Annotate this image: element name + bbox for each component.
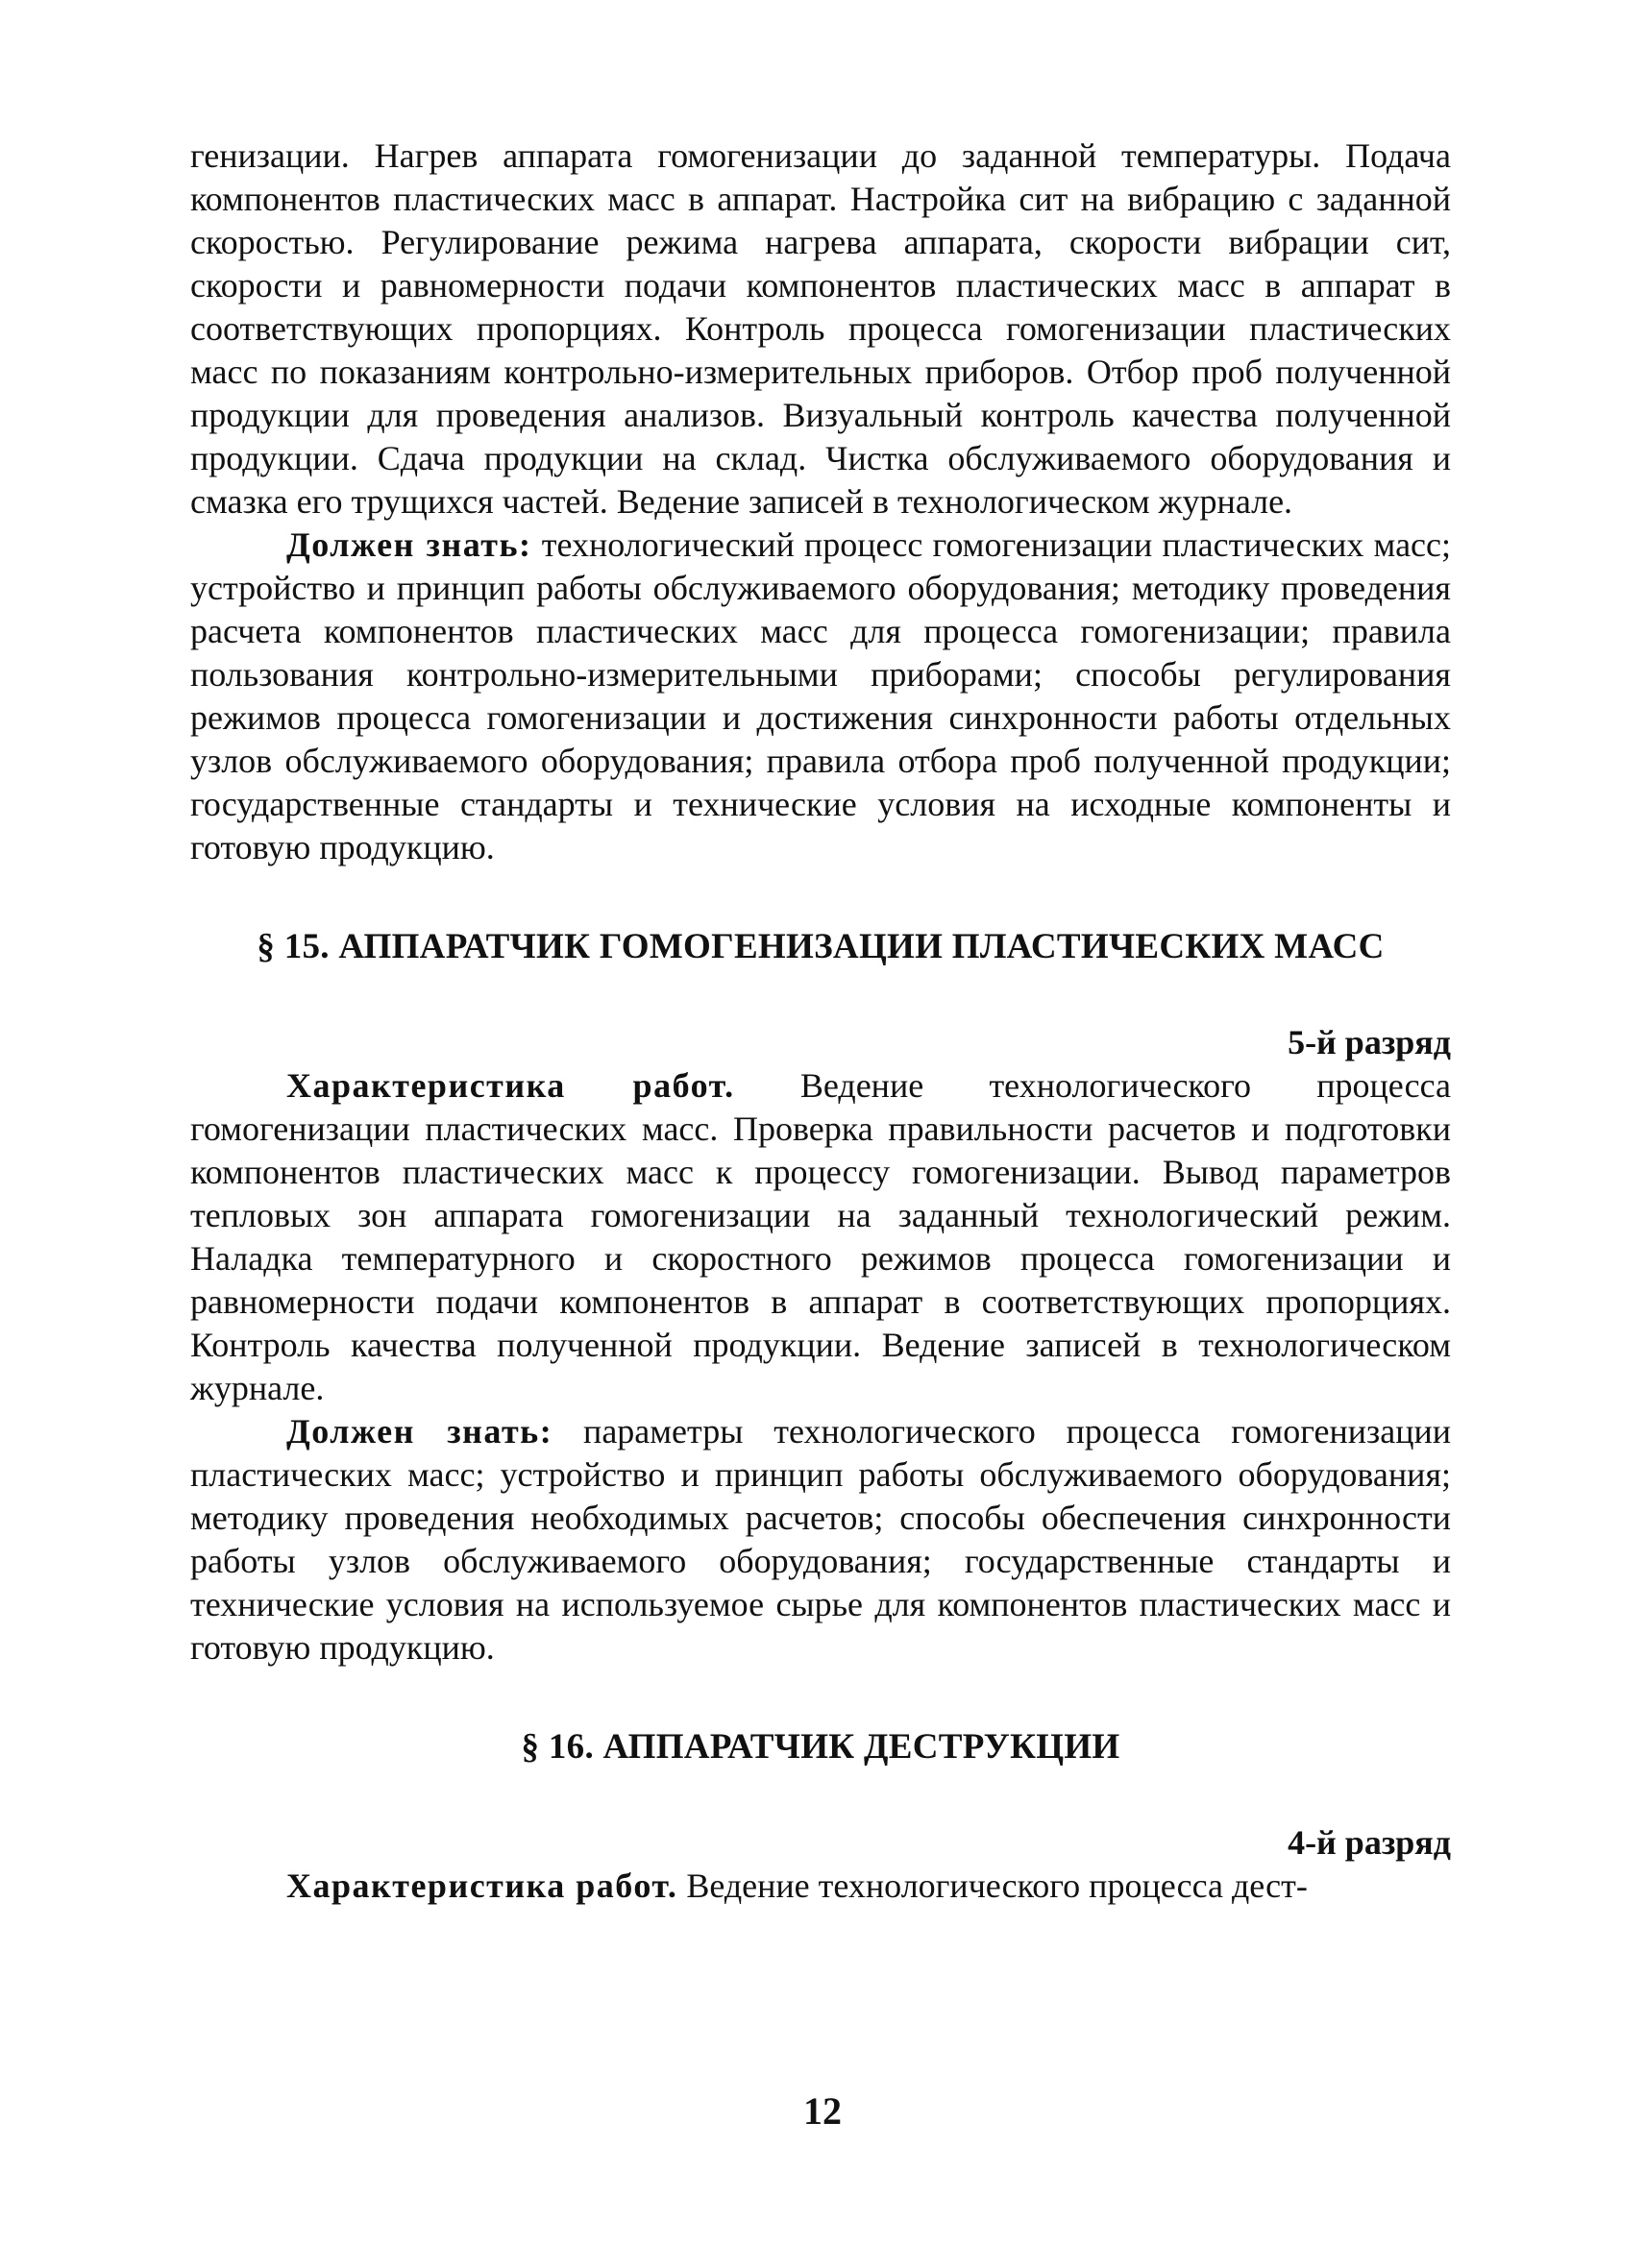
section-16-grade: 4-й разряд [1288,1823,1451,1862]
paragraph-must-know [190,524,1451,869]
paragraph-text: Ведение технологического процесса дест- [686,1866,1308,1905]
section-15-must-know [190,1410,1451,1670]
paragraph-lead: Должен знать: [286,1412,553,1451]
paragraph-lead: Характеристика работ. [286,1866,678,1905]
paragraph-text: Ведение технологического процесса гомогенизации пластических масс. Проверка правильности расчетов и подготовки компонентов пластических масс к процессу гомогенизации. Вывод параметров тепловых зон аппарата гомогенизации на заданный технологический режим. Наладка температурного и скоростного режимов процесса гомогенизации и равномерности подачи компонентов в аппарат в соответствующих пропорциях. Контроль качества полученной продукции. Ведение записей в технологическом журнале. [190,1066,1452,1407]
paragraph-text: технологический процесс гомогенизации пластических масс; устройство и принцип работы обслуживаемого оборудования; методику проведения расчета компонентов пластических масс для процесса гомогенизации; правила пользования контрольно-измерительными приборами; способы регулирования режимов процесса гомогенизации и достижения синхронности работы отдельных узлов обслуживаемого оборудования; правила отбора проб полученной продукции; государственные стандарты и технические условия на исходные компоненты и готовую продукцию. [190,525,1452,866]
paragraph-lead: Должен знать: [286,525,532,564]
section-16-characteristics [190,1865,1451,1908]
paragraph-continuation [190,134,1451,524]
section-16-heading: § 16. АППАРАТЧИК ДЕСТРУКЦИИ [521,1727,1120,1767]
page-number: 12 [803,2089,842,2133]
paragraph-text: параметры технологического процесса гомогенизации пластических масс; устройство и принцип работы обслуживаемого оборудования; методику проведения необходимых расчетов; способы обеспечения синхронности работы узлов обслуживаемого оборудования; государственные стандарты и технические условия на используемое сырье для компонентов пластических масс и готовую продукцию. [190,1412,1452,1667]
section-15-heading: § 15. АППАРАТЧИК ГОМОГЕНИЗАЦИИ ПЛАСТИЧЕСКИХ МАСС [257,927,1385,966]
page-body [190,134,1451,1908]
section-15-characteristics [190,1064,1451,1410]
paragraph-lead: Характеристика работ. [286,1066,735,1105]
section-15-grade: 5-й разряд [1288,1023,1451,1061]
paragraph-text: генизации. Нагрев аппарата гомогенизации до заданной температуры. Подача компонентов пластических масс в аппарат. Настройка сит на вибрацию с заданной скоростью. Регулирование режима нагрева аппарата, скорости вибрации сит, скорости и равномерности подачи компонентов пластических масс в аппарат в соответствующих пропорциях. Контроль процесса гомогенизации пластических масс по показаниям контрольно-измерительных приборов. Отбор проб полученной продукции для проведения анализов. Визуальный контроль качества полученной продукции. Сдача продукции на склад. Чистка обслуживаемого оборудования и смазка его трущихся частей. Ведение записей в технологическом журнале. [190,136,1451,521]
